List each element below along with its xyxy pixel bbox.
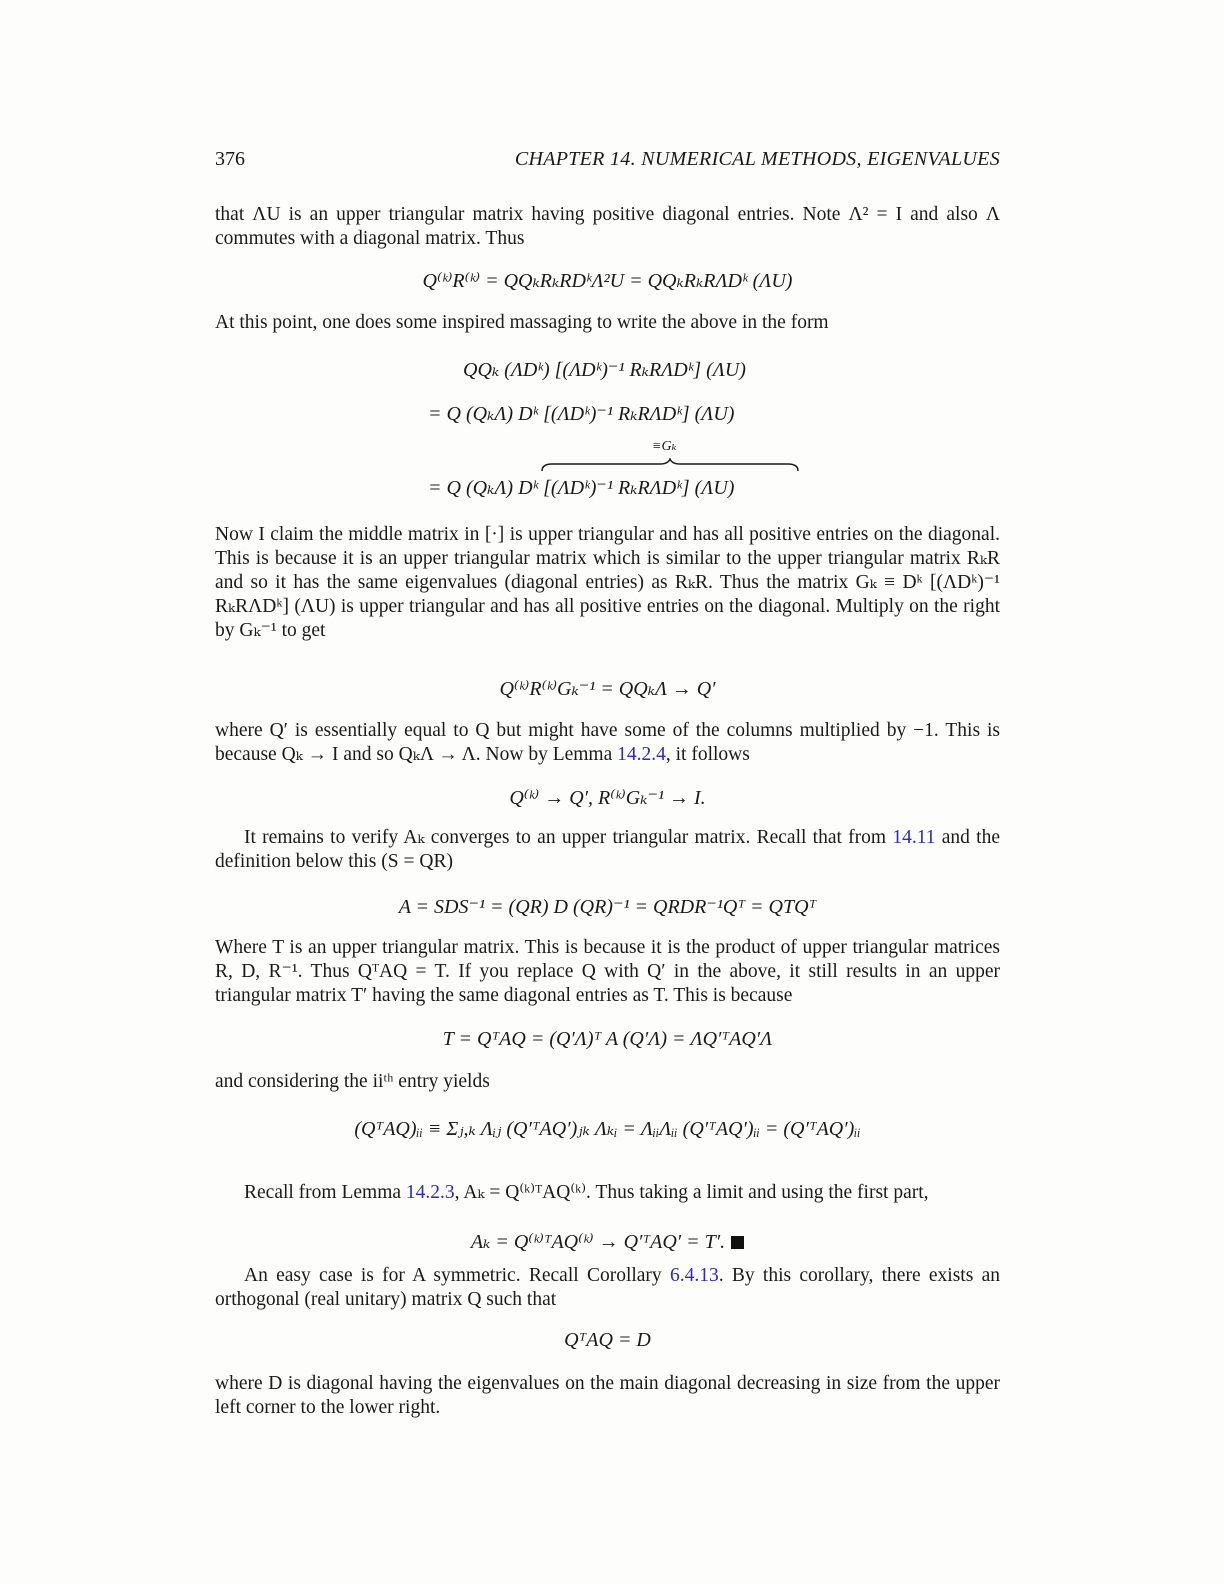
page-number: 376 <box>215 148 245 170</box>
equation-8-text: Aₖ = Q⁽ᵏ⁾ᵀAQ⁽ᵏ⁾ → Q′ᵀAQ′ = T′. <box>470 1231 726 1253</box>
ref-14-11-link[interactable]: 14.11 <box>892 827 936 848</box>
paragraph-6: Where T is an upper triangular matrix. This is because it is the product of upper triangular matrices R, D, R⁻¹. Thus QᵀAQ = T. If you replace Q with Q′ in the above, it still results in an upper triangular matrix T′ having the same diagonal entries as T. This is because <box>215 937 1000 1006</box>
paragraph-9 <box>215 1264 1000 1312</box>
paragraph-4-text-b: , it follows <box>665 744 750 765</box>
equation-5: A = SDS⁻¹ = (QR) D (QR)⁻¹ = QRDR⁻¹Qᵀ = QTQᵀ <box>398 896 817 918</box>
lemma-14-2-4-link[interactable]: 14.2.4 <box>617 744 666 765</box>
paragraph-8-text-a: Recall from Lemma <box>244 1182 406 1203</box>
equation-2-line-1: QQₖ (ΛDᵏ) [(ΛDᵏ)⁻¹ RₖRΛDᵏ] (ΛU) <box>463 359 746 381</box>
equation-1: Q⁽ᵏ⁾R⁽ᵏ⁾ = QQₖRₖRDᵏΛ²U = QQₖRₖRΛDᵏ (ΛU) <box>422 270 793 292</box>
paragraph-2: At this point, one does some inspired massaging to write the above in the form <box>215 312 829 333</box>
paragraph-7: and considering the iiᵗʰ entry yields <box>215 1071 490 1092</box>
corollary-6-4-13-link[interactable]: 6.4.13 <box>669 1265 719 1286</box>
paragraph-9-text-b: . By this corollary, there exists an orthogonal (real unitary) matrix Q such that <box>215 1265 1000 1310</box>
paragraph-3: Now I claim the middle matrix in [·] is upper triangular and has all positive entries on the diagonal. This is because it is an upper triangular matrix which is similar to the upper triangular matrix RₖR and so it has the same eigenvalues (diagonal entries) as RₖR. Thus the matrix Gₖ ≡ Dᵏ [(ΛDᵏ)⁻¹ RₖRΛDᵏ] (ΛU) is upper triangular and has all positive entries on the diagonal. Multiply on the right by Gₖ⁻¹ to get <box>215 524 1000 641</box>
equation-4: Q⁽ᵏ⁾ → Q′, R⁽ᵏ⁾Gₖ⁻¹ → I. <box>509 787 706 809</box>
equation-8 <box>215 1229 1000 1254</box>
equation-2-line-3: = Q (QₖΛ) Dᵏ [(ΛDᵏ)⁻¹ RₖRΛDᵏ] (ΛU) <box>428 477 735 499</box>
paragraph-9-text-a: An easy case is for A symmetric. Recall Corollary <box>244 1265 670 1286</box>
qed-square-icon <box>731 1236 744 1249</box>
running-header <box>215 148 1000 171</box>
equation-3: Q⁽ᵏ⁾R⁽ᵏ⁾Gₖ⁻¹ = QQₖΛ → Q′ <box>499 678 716 700</box>
paragraph-4-text-a: where Q′ is essentially equal to Q but might have some of the columns multiplied by −1. This is because Qₖ → I and so QₖΛ → Λ. Now by Lemma <box>215 720 1000 765</box>
equation-7: (QᵀAQ)ᵢᵢ ≡ Σⱼ,ₖ Λᵢⱼ (Q′ᵀAQ′)ⱼₖ Λₖᵢ = ΛᵢᵢΛᵢᵢ (Q′ᵀAQ′)ᵢᵢ = (Q′ᵀAQ′)ᵢᵢ <box>354 1118 861 1140</box>
paragraph-4 <box>215 719 1000 767</box>
equation-2-line-2: = Q (QₖΛ) Dᵏ [(ΛDᵏ)⁻¹ RₖRΛDᵏ] (ΛU) <box>428 403 735 425</box>
paragraph-10: where D is diagonal having the eigenvalues on the main diagonal decreasing in size from the upper left corner to the lower right. <box>215 1373 1000 1418</box>
equation-9: QᵀAQ = D <box>564 1329 651 1351</box>
paragraph-5-text-b: and the definition below this (S = QR) <box>215 827 1000 872</box>
overbrace <box>540 458 800 472</box>
paragraph-5-text-a: It remains to verify Aₖ converges to an upper triangular matrix. Recall that from <box>244 827 893 848</box>
paragraph-8 <box>215 1181 1000 1205</box>
equation-6: T = QᵀAQ = (Q′Λ)ᵀ A (Q′Λ) = ΛQ′ᵀAQ′Λ <box>442 1028 773 1050</box>
paragraph-1: that ΛU is an upper triangular matrix having positive diagonal entries. Note Λ² = I and also Λ commutes with a diagonal matrix. Thus <box>215 204 1000 249</box>
paragraph-8-text-b: , Aₖ = Q⁽ᵏ⁾ᵀAQ⁽ᵏ⁾. Thus taking a limit and using the first part, <box>454 1182 929 1203</box>
chapter-title: CHAPTER 14. NUMERICAL METHODS, EIGENVALUES <box>514 148 1000 170</box>
paragraph-5 <box>215 826 1000 874</box>
brace-label: ≡Gₖ <box>652 439 677 454</box>
lemma-14-2-3-link[interactable]: 14.2.3 <box>405 1182 455 1203</box>
